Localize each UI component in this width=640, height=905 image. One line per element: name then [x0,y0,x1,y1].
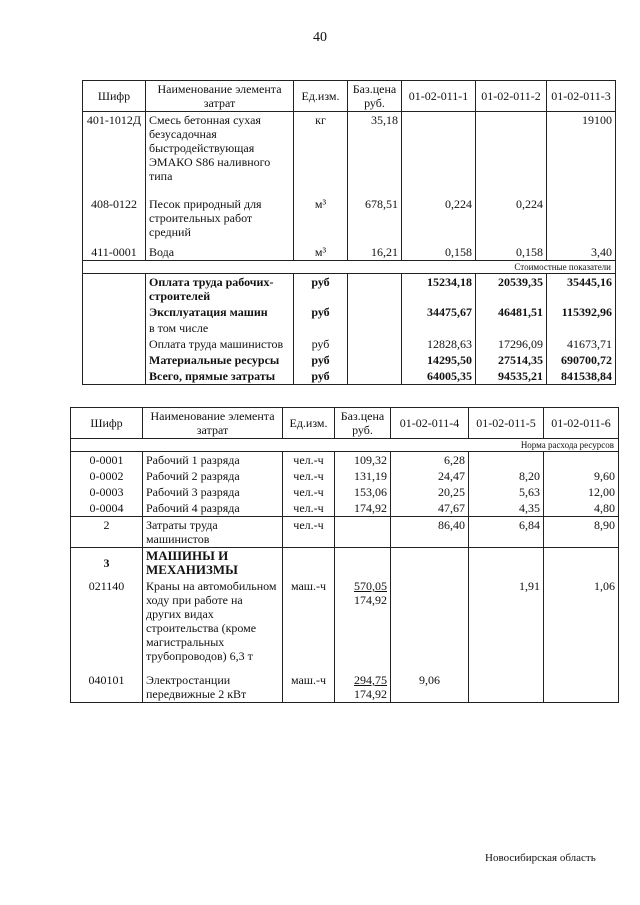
row-value-1: 0,224 [402,196,476,244]
row-unit: кг [294,112,348,196]
row-unit: чел.-ч [283,452,335,469]
cost-name: Оплата труда машинистов [146,336,294,352]
row-value-3: 1,06 [544,578,619,672]
row-name: Краны на автомобильном ходу при работе на других видах строительства (кроме магистральных трубопроводов) 6,3 т [143,578,283,672]
cost-name: Оплата труда рабочих-строителей [146,273,294,304]
cost-unit: руб [294,368,348,385]
row-name: Рабочий 2 разряда [143,468,283,484]
table-row [71,672,619,703]
row-unit: м³ [294,244,348,261]
row-name: Рабочий 4 разряда [143,500,283,517]
cost-row [83,304,616,320]
row-name: Затраты труда машинистов [143,517,283,548]
row-value-1: 24,47 [391,468,469,484]
row-value-2: 8,20 [469,468,544,484]
row-name: Вода [146,244,294,261]
row-value-3: 8,90 [544,517,619,548]
section-row [71,548,619,579]
cost-value-2: 46481,51 [476,304,547,320]
row-code: 411-0001 [83,244,146,261]
header-col-3: 01-02-011-3 [547,81,616,112]
row-price-operator: 174,92 [354,593,387,607]
table-header-row [71,408,619,439]
row-unit: маш.-ч [283,672,335,703]
header-price: Баз.цена руб. [348,81,402,112]
header-col-1: 01-02-011-1 [402,81,476,112]
row-unit: чел.-ч [283,517,335,548]
cost-value-1: 64005,35 [402,368,476,385]
row-value-2 [476,112,547,196]
row-value-2: 6,84 [469,517,544,548]
table-row [83,244,616,261]
cost-value-1: 34475,67 [402,304,476,320]
header-col-5: 01-02-011-5 [469,408,544,439]
cost-value-3 [547,320,616,336]
row-value-3 [544,452,619,469]
cost-value-2 [476,320,547,336]
row-price: 16,21 [348,244,402,261]
row-price-operator: 174,92 [354,687,387,701]
row-unit: чел.-ч [283,468,335,484]
cost-value-2: 94535,21 [476,368,547,385]
section-code: 3 [71,548,143,579]
cost-name: Всего, прямые затраты [146,368,294,385]
header-col-2: 01-02-011-2 [476,81,547,112]
row-code: 040101 [71,672,143,703]
table-row [71,452,619,469]
cost-unit: руб [294,352,348,368]
row-unit: чел.-ч [283,484,335,500]
row-value-1 [402,112,476,196]
footer-region: Новосибирская область [485,852,596,864]
row-value-2: 1,91 [469,578,544,672]
row-price-base: 570,05 [354,579,387,593]
cost-unit: руб [294,304,348,320]
cost-value-2: 27514,35 [476,352,547,368]
header-unit: Ед.изм. [294,81,348,112]
cost-table-1 [82,80,616,385]
row-price: 109,32 [335,452,391,469]
row-value-1: 6,28 [391,452,469,469]
row-value-2 [469,452,544,469]
row-name: Рабочий 1 разряда [143,452,283,469]
row-code: 401-1012Д [83,112,146,196]
cost-value-3: 41673,71 [547,336,616,352]
row-price: 174,92 [335,500,391,517]
row-value-3: 4,80 [544,500,619,517]
cost-name: в том числе [146,320,294,336]
header-code: Шифр [71,408,143,439]
row-price: 678,51 [348,196,402,244]
section-subheader: Норма расхода ресурсов [71,439,619,452]
cost-value-1 [402,320,476,336]
row-value-1 [391,578,469,672]
cost-value-3: 115392,96 [547,304,616,320]
row-value-1: 86,40 [391,517,469,548]
row-name: Рабочий 3 разряда [143,484,283,500]
row-code: 0-0003 [71,484,143,500]
cost-value-3: 690700,72 [547,352,616,368]
row-name: Смесь бетонная сухая безусадочная быстродействующая ЭМАКО S86 наливного типа [146,112,294,196]
header-price: Баз.цена руб. [335,408,391,439]
table-row [83,112,616,196]
table-row [83,196,616,244]
cost-value-2: 17296,09 [476,336,547,352]
row-name: Песок природный для строительных работ средний [146,196,294,244]
page-number: 40 [313,30,327,45]
row-unit: м³ [294,196,348,244]
row-price [335,517,391,548]
cost-value-1: 14295,50 [402,352,476,368]
cost-row [83,336,616,352]
cost-row [83,368,616,385]
table-row [71,468,619,484]
row-price-base: 294,75 [354,673,387,687]
header-col-4: 01-02-011-4 [391,408,469,439]
row-value-3: 3,40 [547,244,616,261]
header-unit: Ед.изм. [283,408,335,439]
section-title: МАШИНЫ И МЕХАНИЗМЫ [143,548,283,579]
row-value-3: 12,00 [544,484,619,500]
row-value-2: 0,158 [476,244,547,261]
header-name: Наименование элемента затрат [143,408,283,439]
table-row [71,578,619,672]
header-col-6: 01-02-011-6 [544,408,619,439]
row-code: 021140 [71,578,143,672]
cost-value-1: 12828,63 [402,336,476,352]
cost-name: Эксплуатация машин [146,304,294,320]
row-value-3 [544,672,619,703]
row-value-2 [469,672,544,703]
cost-value-2: 20539,35 [476,273,547,304]
cost-value-3: 35445,16 [547,273,616,304]
cost-value-3: 841538,84 [547,368,616,385]
section-subheader: Стоимостные показатели [83,260,616,273]
cost-unit [294,320,348,336]
row-value-3 [547,196,616,244]
cost-row [83,320,616,336]
row-value-1: 20,25 [391,484,469,500]
resource-table-2 [70,407,619,703]
row-price: 35,18 [348,112,402,196]
row-price: 153,06 [335,484,391,500]
table-row [71,517,619,548]
cost-value-1: 15234,18 [402,273,476,304]
row-code: 0-0002 [71,468,143,484]
row-value-1: 0,158 [402,244,476,261]
row-value-1: 9,06 [391,672,469,703]
cost-row [83,352,616,368]
row-name: Электростанции передвижные 2 кВт [143,672,283,703]
section-subheader-row [71,439,619,452]
header-name: Наименование элемента затрат [146,81,294,112]
row-value-2: 5,63 [469,484,544,500]
cost-row [83,273,616,304]
row-value-3: 9,60 [544,468,619,484]
row-value-2: 0,224 [476,196,547,244]
cost-unit: руб [294,336,348,352]
section-subheader-row [83,260,616,273]
row-price: 131,19 [335,468,391,484]
row-value-2: 4,35 [469,500,544,517]
table-header-row [83,81,616,112]
cost-unit: руб [294,273,348,304]
row-value-1: 47,67 [391,500,469,517]
header-code: Шифр [83,81,146,112]
row-code: 0-0004 [71,500,143,517]
table-row [71,484,619,500]
row-code: 2 [71,517,143,548]
row-value-3: 19100 [547,112,616,196]
row-code: 408-0122 [83,196,146,244]
row-code: 0-0001 [71,452,143,469]
table-row [71,500,619,517]
cost-name: Материальные ресурсы [146,352,294,368]
row-unit: маш.-ч [283,578,335,672]
row-unit: чел.-ч [283,500,335,517]
